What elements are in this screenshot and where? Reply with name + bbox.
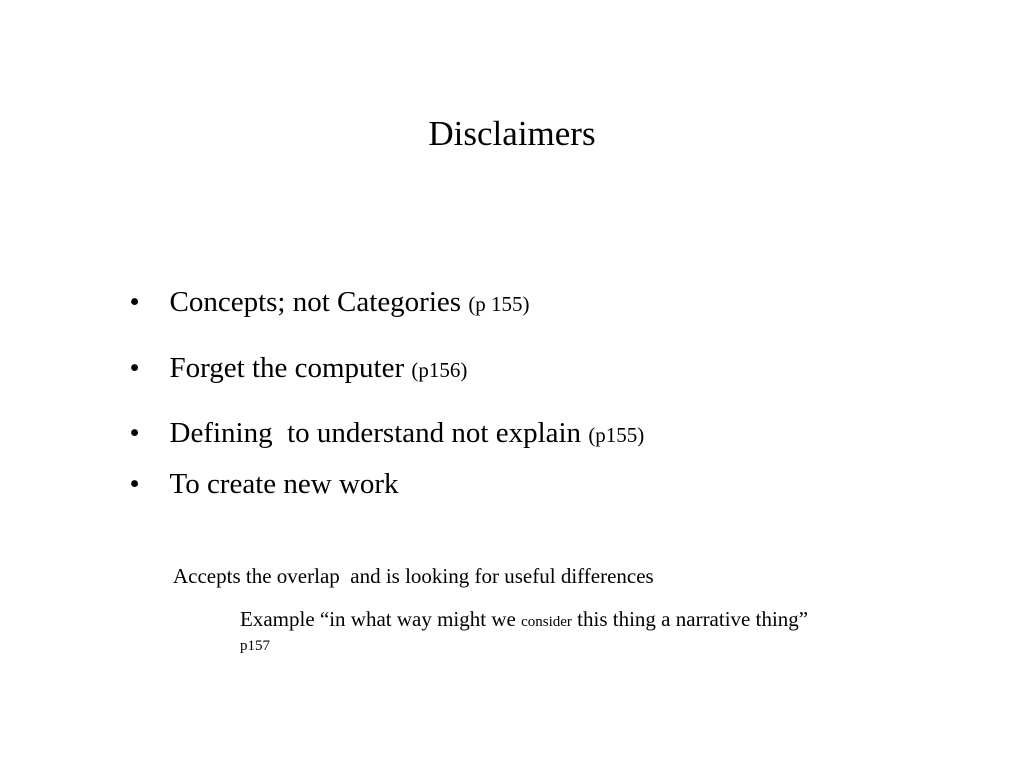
bullet-text: Forget the computer — [169, 352, 405, 384]
example-quote — [240, 606, 808, 635]
bullet-marker: • — [129, 286, 140, 318]
bullet-item — [86, 308, 468, 384]
bullet-item — [86, 424, 399, 500]
example-text-start: Example “in what way might we — [240, 607, 522, 631]
bullet-marker: • — [129, 417, 140, 449]
example-text-end: this thing a narrative thing” — [571, 607, 809, 631]
page-reference: (p 155) — [468, 292, 530, 316]
bullet-marker: • — [129, 352, 140, 384]
bullet-item — [86, 373, 645, 449]
slide-title: Disclaimers — [428, 114, 596, 153]
bullet-text: Defining to understand not explain — [169, 417, 582, 449]
bullet-text: Concepts; not Categories — [169, 286, 462, 318]
bullet-item — [86, 242, 530, 318]
example-small-word: consider — [521, 614, 572, 630]
page-reference: (p155) — [588, 423, 645, 447]
bullet-text: To create new work — [169, 468, 399, 500]
page-reference: (p156) — [411, 358, 468, 382]
example-page-reference: p157 — [240, 638, 270, 654]
overlap-note: Accepts the overlap and is looking for useful differences — [173, 564, 654, 588]
bullet-marker: • — [129, 468, 140, 500]
